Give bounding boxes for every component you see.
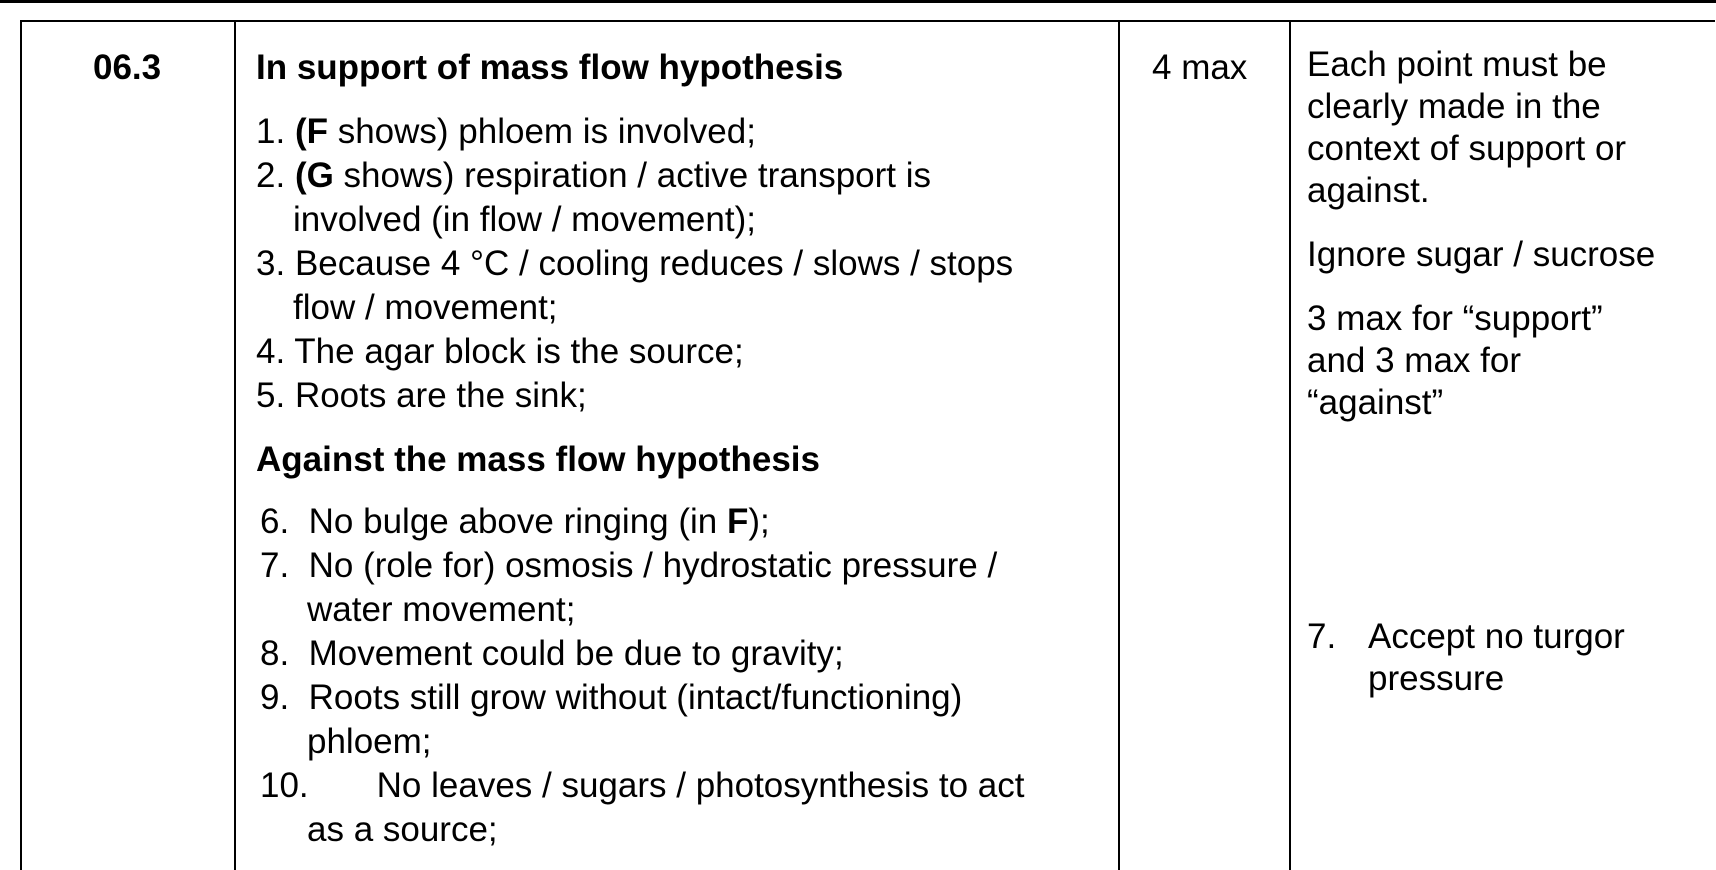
question-number: 06.3 xyxy=(93,48,162,87)
guidance-cell xyxy=(1291,22,1716,870)
guidance-note-7-num: 7. xyxy=(1307,617,1337,656)
marks-cell xyxy=(1120,22,1291,870)
support-point-2-cont: involved (in flow / movement); xyxy=(293,200,756,239)
guidance-note-7-cont: pressure xyxy=(1368,659,1505,698)
guidance-line: and 3 max for xyxy=(1307,341,1521,380)
against-point-8: 8. Movement could be due to gravity; xyxy=(260,634,844,673)
support-point-3-cont: flow / movement; xyxy=(293,288,558,327)
guidance-line: “against” xyxy=(1307,383,1444,422)
support-point-2: 2. (G shows) respiration / active transport is xyxy=(256,156,931,195)
against-point-7: 7. No (role for) osmosis / hydrostatic pressure / xyxy=(260,546,998,585)
guidance-line: 3 max for “support” xyxy=(1307,299,1603,338)
question-number-cell xyxy=(22,22,236,870)
support-point-1: 1. (F shows) phloem is involved; xyxy=(256,112,756,151)
guidance-line: context of support or xyxy=(1307,129,1627,168)
against-point-7-cont: water movement; xyxy=(307,590,576,629)
against-point-10-cont: as a source; xyxy=(307,810,498,849)
guidance-line: against. xyxy=(1307,171,1430,210)
guidance-line: Each point must be xyxy=(1307,45,1607,84)
guidance-line: clearly made in the xyxy=(1307,87,1601,126)
guidance-note-7: Accept no turgor xyxy=(1368,617,1625,656)
mark-scheme-table xyxy=(20,20,1715,870)
support-point-4: 4. The agar block is the source; xyxy=(256,332,744,371)
support-point-3: 3. Because 4 °C / cooling reduces / slows / stops xyxy=(256,244,1014,283)
against-point-9-cont: phloem; xyxy=(307,722,432,761)
against-point-6: 6. No bulge above ringing (in F); xyxy=(260,502,770,541)
against-heading: Against the mass flow hypothesis xyxy=(256,440,820,479)
top-rule xyxy=(0,0,1716,3)
guidance-ignore: Ignore sugar / sucrose xyxy=(1307,235,1656,274)
marks-value: 4 max xyxy=(1152,48,1248,87)
support-point-5: 5. Roots are the sink; xyxy=(256,376,587,415)
against-point-10: 10. No leaves / sugars / photosynthesis to act xyxy=(260,766,1025,805)
against-point-9: 9. Roots still grow without (intact/functioning) xyxy=(260,678,963,717)
support-heading: In support of mass flow hypothesis xyxy=(256,48,844,87)
answer-cell xyxy=(236,22,1120,870)
